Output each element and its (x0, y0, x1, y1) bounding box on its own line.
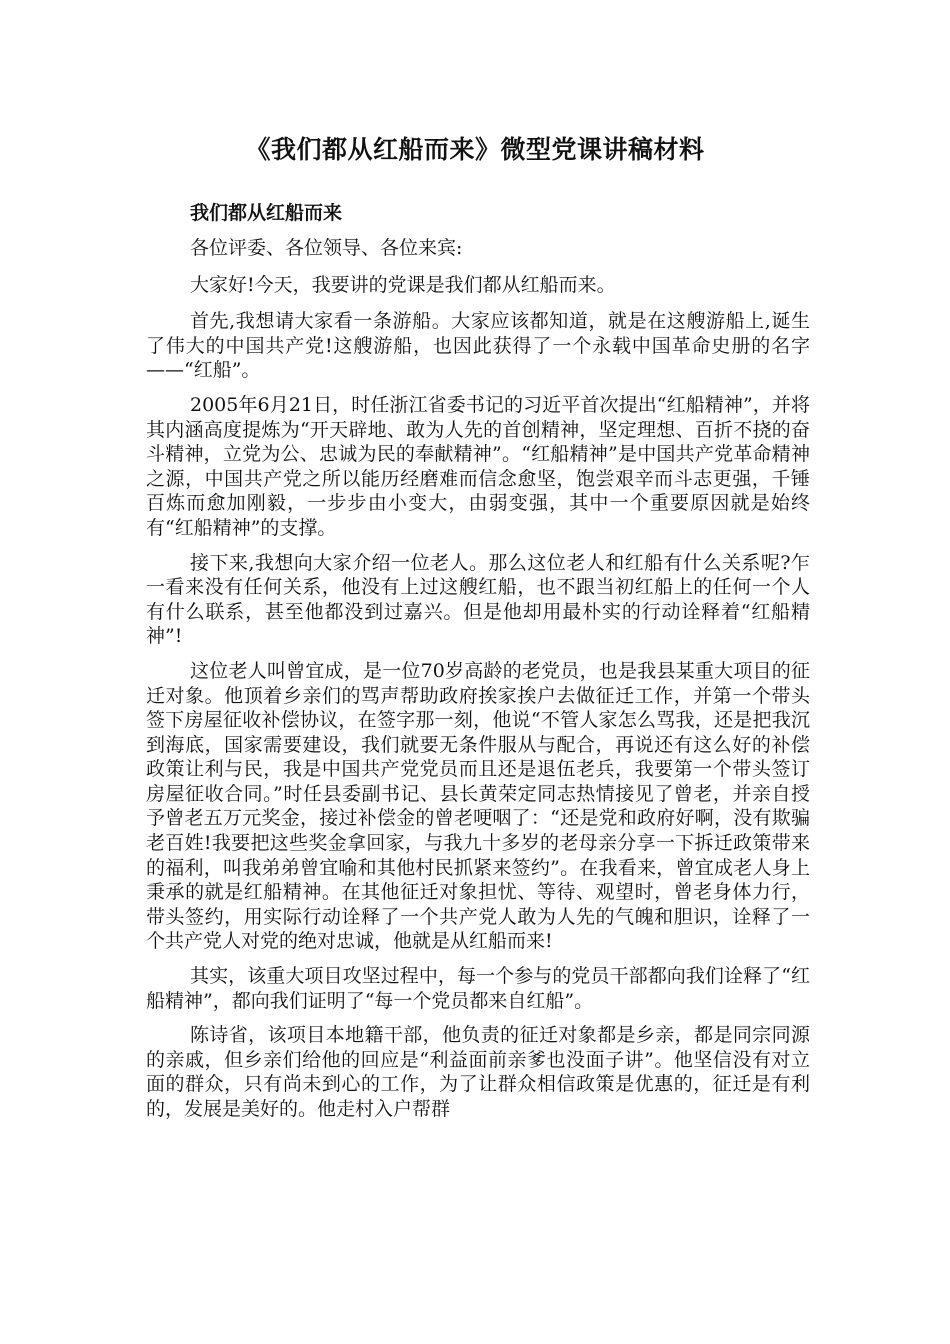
salutation-paragraph: 各位评委、各位领导、各位来宾: (190, 237, 463, 259)
body-paragraph: 其实，该重大项目攻坚过程中，每一个参与的党员干部都向我们诠释了“红船精神”，都向我们证明了“每一个党员都来自红船”。 (146, 965, 810, 1012)
document-title: 《我们都从红船而来》微型党课讲稿材料 (245, 135, 705, 164)
body-paragraph: 首先,我想请大家看一条游船。大家应该都知道，就是在这艘游船上,诞生了伟大的中国共产党!这艘游船，也因此获得了一个永载中国革命史册的名字——“红船”。 (146, 310, 810, 382)
body-paragraph: 陈诗省，该项目本地籍干部，他负责的征迁对象都是乡亲，都是同宗同源的亲戚，但乡亲们给他的回应是“利益面前亲爹也没面子讲”。他坚信没有对立面的群众，只有尚未到心的工作，为了让群众相信政策是优惠的，征迁是有利的，发展是美好的。他走村入户帮群 (146, 1024, 810, 1120)
section-heading: 我们都从红船而来 (190, 202, 343, 224)
body-paragraph: 接下来,我想向大家介绍一位老人。那么这位老人和红船有什么关系呢?乍一看来没有任何关系，他没有上过这艘红船，也不跟当初红船上的任何一个人有什么联系，甚至他都没到过嘉兴。但是他却用最朴实的行动诠释着“红船精神”! (146, 551, 810, 648)
greeting-paragraph: 大家好!今天，我要讲的党课是我们都从红船而来。 (190, 273, 616, 296)
body-paragraph: 2005年6月21日，时任浙江省委书记的习近平首次提出“红船精神”，并将其内涵高度提炼为“开天辟地、敢为人先的首创精神，坚定理想、百折不挠的奋斗精神，立党为公、忠诚为民的奉献精神”。“红船精神”是中国共产党革命精神之源，中国共产党之所以能历经磨难而信念愈坚，饱尝艰辛而斗志更强，千锤百炼而愈加刚毅，一步步由小变大，由弱变强，其中一个重要原因就是始终有“红船精神”的支撑。 (146, 393, 810, 539)
document-body (146, 198, 810, 1132)
body-paragraph: 这位老人叫曾宜成，是一位70岁高龄的老党员，也是我县某重大项目的征迁对象。他顶着乡亲们的骂声帮助政府挨家挨户去做征迁工作，并第一个带头签下房屋征收补偿协议，在签字那一刻，他说“不管人家怎么骂我，还是把我沉到海底，国家需要建设，我们就要无条件服从与配合，再说还有这么好的补偿政策让利与民，我是中国共产党党员而且还是退伍老兵，我要第一个带头签订房屋征收合同。”时任县委副书记、县长黄荣定同志热情接见了曾老，并亲自授予曾老五万元奖金，接过补偿金的曾老哽咽了：“还是党和政府好啊，没有欺骗老百姓!我要把这些奖金拿回家，与我九十多岁的老母亲分享一下拆迁政策带来的福利，叫我弟弟曾宜喻和其他村民抓紧来签约”。在我看来，曾宜成老人身上秉承的就是红船精神。在其他征迁对象担忧、等待、观望时，曾老身体力行，带头签约，用实际行动诠释了一个共产党人敢为人先的气魄和胆识，诠释了一个共产党人对党的绝对忠诚，他就是从红船而来! (146, 659, 810, 953)
